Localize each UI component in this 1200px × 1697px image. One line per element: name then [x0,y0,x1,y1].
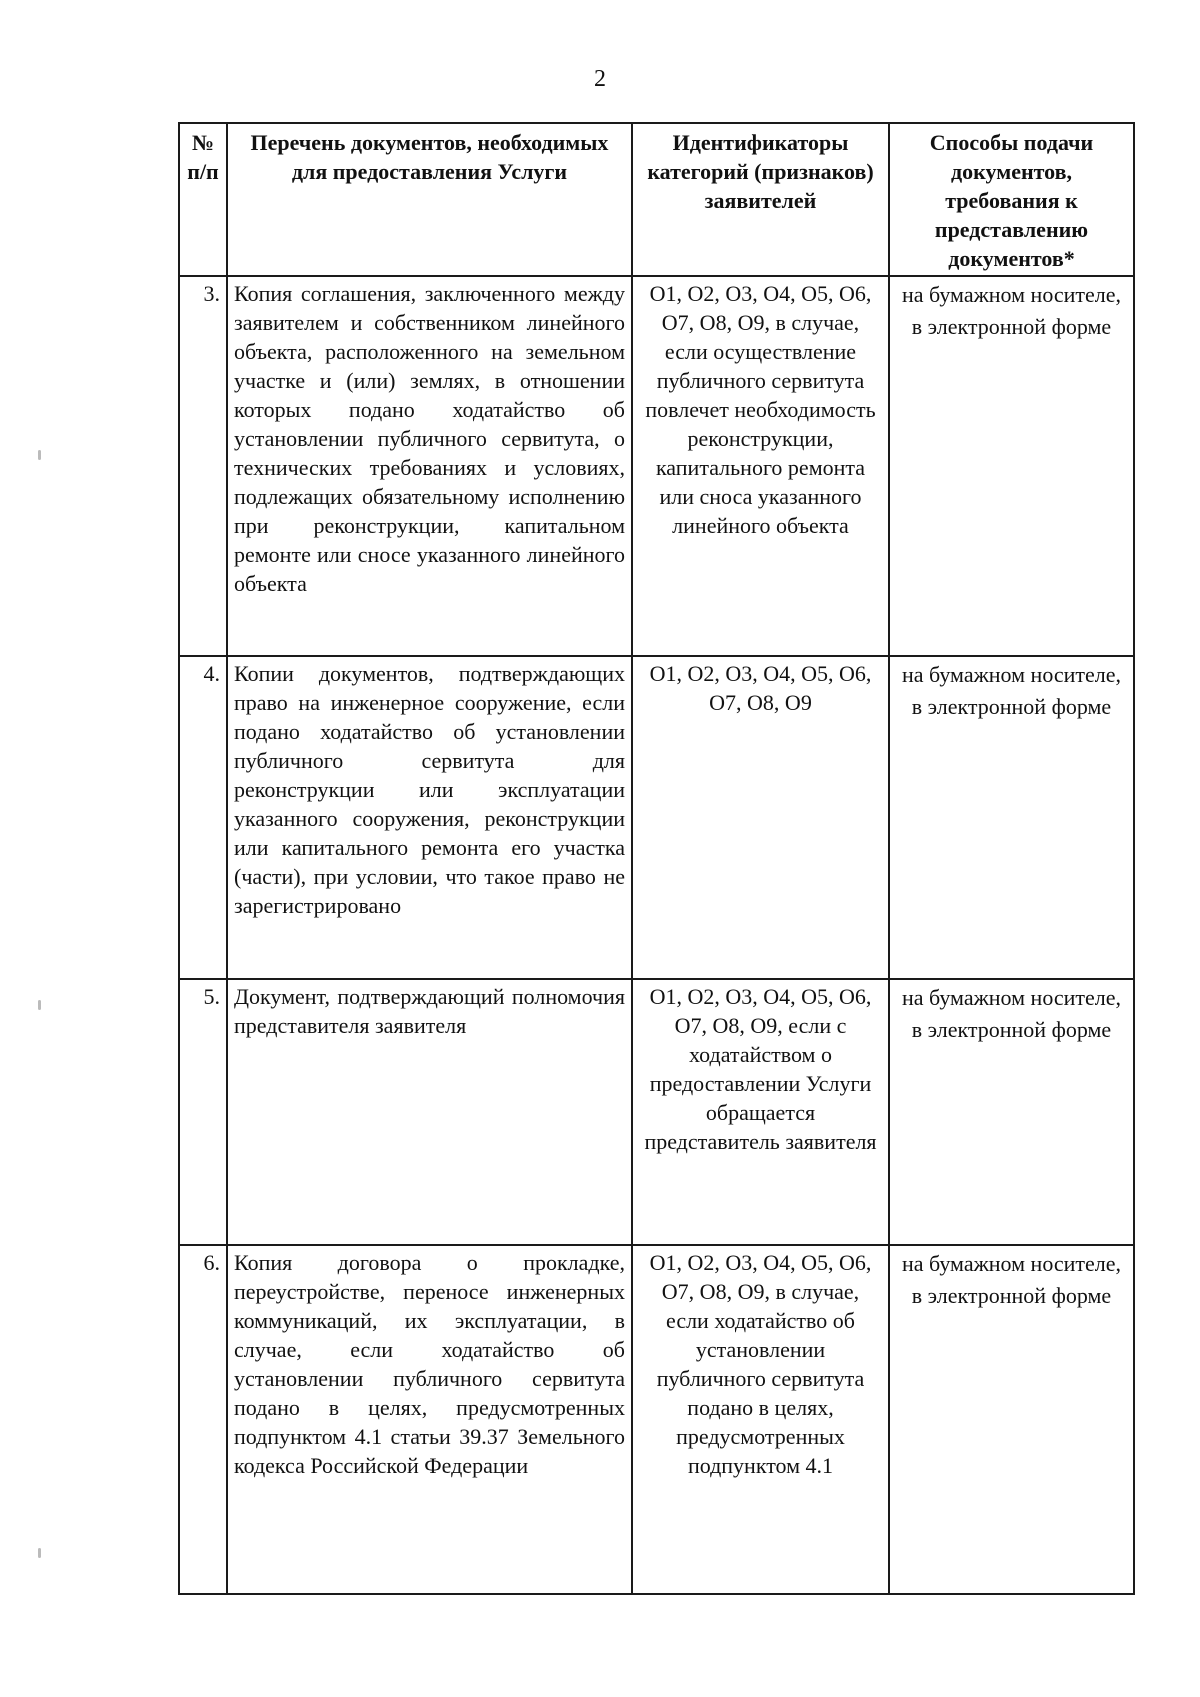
scan-mark [38,1000,41,1010]
table-header-row [179,123,1134,276]
page-number: 2 [594,66,606,92]
row-document: Копия соглашения, заключенного между заявителем и собственником линейного объекта, расположенного на земельном участке и (или) землях, в отношении которых подано ходатайство об установлении публичного сервитута, о технических требованиях и условиях, подлежащих обязательному исполнению при реконструкции, капитальном ремонте или сносе указанного линейного объекта [227,276,632,656]
row-document: Копия договора о прокладке, переустройстве, переносе инженерных коммуникаций, их эксплуатации, в случае, если ходатайство об установлении публичного сервитута подано в целях, предусмотренных подпунктом 4.1 статьи 39.37 Земельного кодекса Российской Федерации [227,1245,632,1594]
table-row [179,1245,1134,1594]
header-submission-methods: Способы подачи документов, требования к представлению документов* [889,123,1134,276]
header-number: № п/п [179,123,227,276]
row-number: 5. [179,979,227,1245]
row-submission-methods: на бумажном носителе, в электронной форме [889,1245,1134,1594]
scan-mark [38,450,41,460]
table-row [179,656,1134,979]
row-identifiers: О1, О2, О3, О4, О5, О6, О7, О8, О9 [632,656,889,979]
row-submission-methods: на бумажном носителе, в электронной форме [889,276,1134,656]
row-document: Копии документов, подтверждающих право на инженерное сооружение, если подано ходатайство об установлении публичного сервитута для реконструкции или эксплуатации указанного сооружения, реконструкции или капитального ремонта его участка (части), при условии, что такое право не зарегистрировано [227,656,632,979]
table-row [179,276,1134,656]
row-number: 4. [179,656,227,979]
row-number: 6. [179,1245,227,1594]
row-document: Документ, подтверждающий полномочия представителя заявителя [227,979,632,1245]
table-row [179,979,1134,1245]
row-identifiers: О1, О2, О3, О4, О5, О6, О7, О8, О9, в случае, если осуществление публичного сервитута повлечет необходимость реконструкции, капитального ремонта или сноса указанного линейного объекта [632,276,889,656]
row-identifiers: О1, О2, О3, О4, О5, О6, О7, О8, О9, если с ходатайством о предоставлении Услуги обращается представитель заявителя [632,979,889,1245]
header-identifiers: Идентификаторы категорий (признаков) заявителей [632,123,889,276]
row-number: 3. [179,276,227,656]
scan-mark [38,1548,41,1558]
header-documents: Перечень документов, необходимых для предоставления Услуги [227,123,632,276]
row-identifiers: О1, О2, О3, О4, О5, О6, О7, О8, О9, в случае, если ходатайство об установлении публичного сервитута подано в целях, предусмотренных подпунктом 4.1 [632,1245,889,1594]
documents-table [178,122,1135,1595]
row-submission-methods: на бумажном носителе, в электронной форме [889,656,1134,979]
row-submission-methods: на бумажном носителе, в электронной форме [889,979,1134,1245]
